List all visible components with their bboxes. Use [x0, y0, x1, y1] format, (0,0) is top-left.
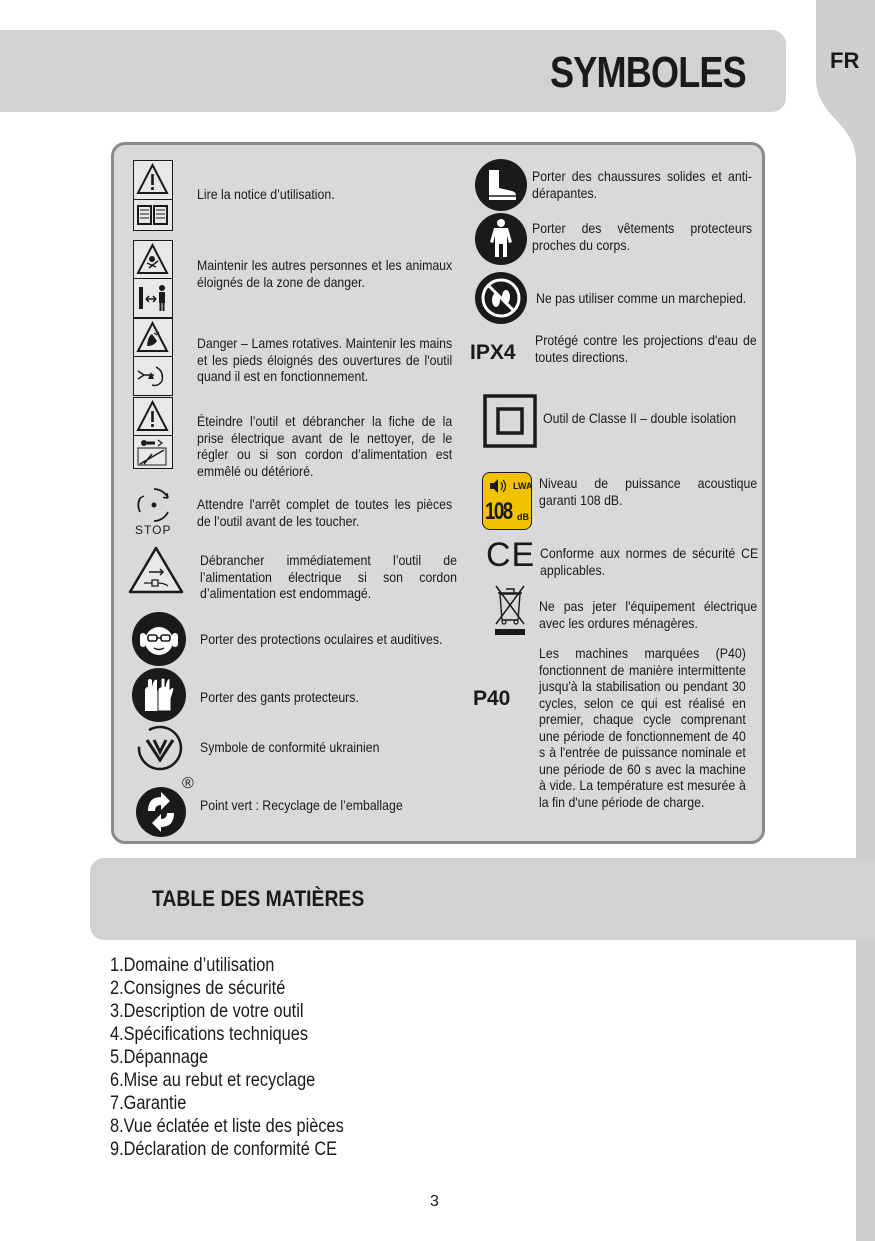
toc-item: 9.Déclaration de conformité CE: [110, 1139, 338, 1160]
language-label: FR: [830, 48, 860, 73]
keep-distance-person-icon: [133, 278, 173, 318]
symbol-text-clothing: Porter des vêtements protecteurs proches du corps.: [532, 220, 752, 253]
toc-item: 7.Garantie: [110, 1093, 187, 1114]
symbol-text-damaged-cord: Débrancher immédiatement l’outil de l’alimentation électrique si son cordon d’alimentation est endommagé.: [200, 552, 457, 601]
ipx4-label: IPX4: [470, 341, 516, 364]
stop-label: STOP: [135, 523, 172, 537]
symbol-text-wait-stop: Attendre l'arrêt complet de toutes les pièces de l’outil avant de les toucher.: [197, 496, 453, 529]
symbol-text-switch-off: Éteindre l’outil et débrancher la fiche de la prise électrique avant de le nettoyer, de le régler ou si son cordon d’alimentation est emmêlé ou détérioré.: [197, 413, 453, 479]
sound-lwa-label: LWA: [513, 481, 533, 491]
stop-rotation-icon: [134, 485, 174, 537]
symbol-text-green-dot: Point vert : Recyclage de l’emballage: [200, 797, 403, 813]
gloves-icon: [131, 667, 187, 723]
symbol-text-rotating-blades: Danger – Lames rotatives. Maintenir les mains et les pieds éloignés des ouvertures de l'outil quand il est en fonctionnement.: [197, 335, 453, 384]
symbol-text-ce: Conforme aux normes de sécurité CE applicables.: [540, 545, 759, 578]
toc-item: 4.Spécifications techniques: [110, 1024, 309, 1045]
symbol-text-weee: Ne pas jeter l'équipement électrique avec les ordures ménagères.: [539, 598, 758, 631]
no-step-icon: [474, 271, 528, 325]
eye-ear-protection-icon: [131, 611, 187, 667]
symbol-text-read-manual: Lire la notice d’utilisation.: [197, 186, 335, 202]
safety-boots-icon: [474, 158, 528, 212]
toc-header: [90, 858, 875, 940]
warning-triangle-icon: [133, 160, 173, 200]
page-title: SYMBOLES: [550, 48, 746, 97]
protective-clothing-icon: [474, 212, 528, 266]
toc-item: 6.Mise au rebut et recyclage: [110, 1070, 316, 1091]
rotating-blade-hand-icon: [133, 318, 173, 358]
symbol-text-gloves: Porter des gants protecteurs.: [200, 689, 359, 705]
toc-title: TABLE DES MATIÈRES: [152, 886, 365, 911]
ukrainian-conformity-icon: [136, 724, 184, 772]
symbol-text-sound: Niveau de puissance acoustique garanti 108 dB.: [539, 475, 758, 508]
toc-item: 2.Consignes de sécurité: [110, 978, 286, 999]
warning-triangle-icon: [133, 397, 173, 437]
sound-power-level-icon: [482, 472, 532, 530]
page-number: 3: [430, 1193, 439, 1210]
symbol-text-ipx4: Protégé contre les projections d'eau de toutes directions.: [535, 332, 757, 365]
symbol-text-no-step: Ne pas utiliser comme un marchepied.: [536, 290, 747, 306]
open-book-icon: [133, 199, 173, 231]
toc-item: 3.Description de votre outil: [110, 1001, 304, 1022]
toc-item: 1.Domaine d’utilisation: [110, 955, 275, 976]
toc-list: [110, 954, 510, 1161]
sound-value: 108: [485, 498, 512, 525]
p40-label: P40: [473, 687, 511, 710]
symbol-text-class-ii: Outil de Classe II – double isolation: [543, 410, 737, 426]
symbol-text-eye-ear: Porter des protections oculaires et auditives.: [200, 631, 443, 647]
symbol-text-p40: Les machines marquées (P40) fonctionnent de manière intermittente jusqu'à la stabilisation ou pendant 30 cycles, selon ce qui est réalisé en premier, chaque cycle comprenant une période de fonctionnement de 40 s à l'entrée de puissance nominale et une période de 60 s avec la machine à vide. La température est mesurée à la fin d'une période de charge.: [539, 645, 746, 810]
thrown-objects-icon: [133, 240, 173, 280]
rotating-blade-foot-icon: [133, 356, 173, 396]
toc-item: 8.Vue éclatée et liste des pièces: [110, 1116, 344, 1137]
registered-mark: ®: [182, 775, 194, 792]
sound-unit: dB: [517, 512, 529, 522]
symbol-text-boots: Porter des chaussures solides et anti-dérapantes.: [532, 168, 752, 201]
symbols-header: [0, 30, 786, 112]
weee-crossed-bin-icon: [492, 582, 528, 638]
toc-item: 5.Dépannage: [110, 1047, 209, 1068]
symbol-text-ukrainian: Symbole de conformité ukrainien: [200, 739, 380, 755]
unplug-maintenance-icon: [133, 435, 173, 469]
damaged-cord-warning-icon: [128, 546, 184, 594]
tab-strip-shape: [816, 0, 875, 1241]
green-dot-icon: [134, 775, 194, 839]
class-ii-double-insulation-icon: [483, 394, 537, 448]
symbol-text-keep-away: Maintenir les autres personnes et les animaux éloignés de la zone de danger.: [197, 257, 453, 290]
language-tab-strip: [816, 0, 875, 1241]
ce-mark-icon: CE: [486, 536, 536, 574]
